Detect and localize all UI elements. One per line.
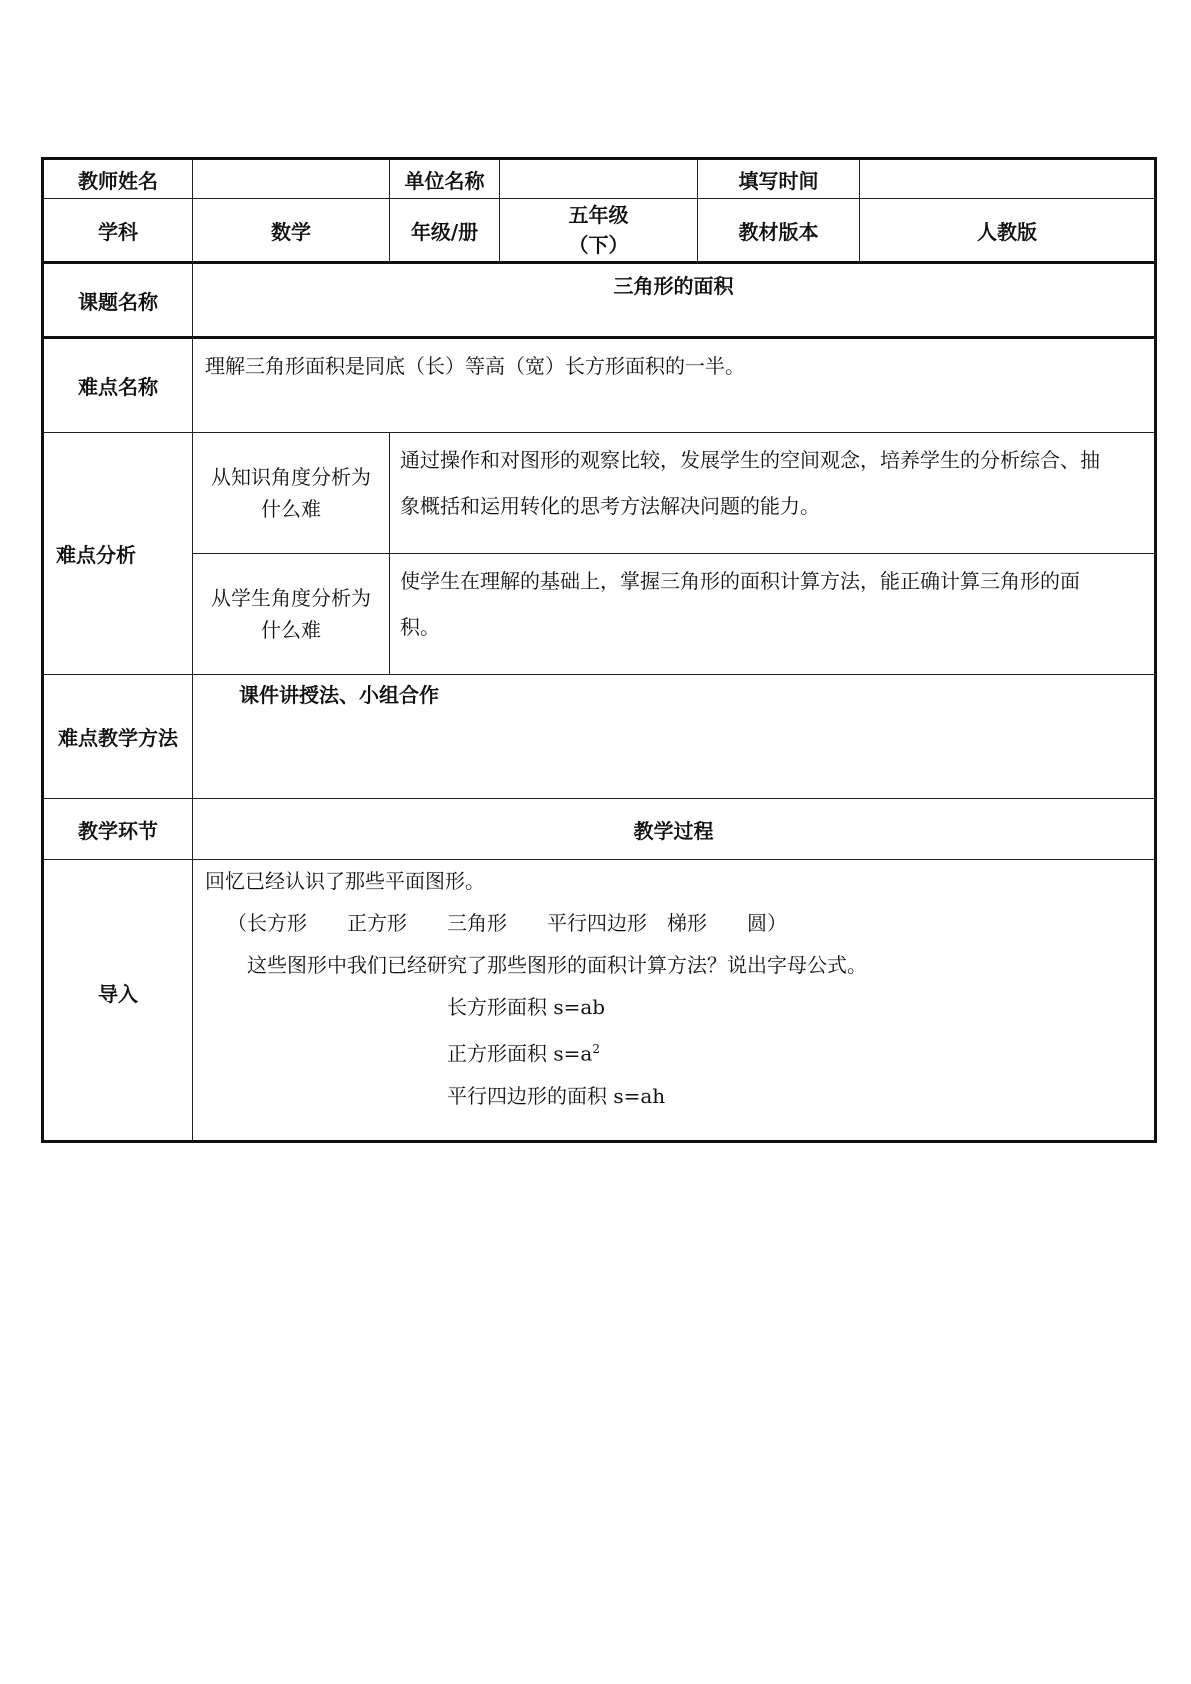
knowledge-angle-text-line2: 象概括和运用转化的思考方法解决问题的能力。 [400, 494, 820, 518]
row-subject-info [43, 199, 1156, 263]
difficulty-value: 理解三角形面积是同底（长）等高（宽）长方形面积的一半。 [193, 338, 1156, 433]
row-method [43, 675, 1156, 799]
formula-square [205, 1028, 1154, 1075]
unit-name-label: 单位名称 [390, 159, 500, 199]
intro-line3: 这些图形中我们已经研究了那些图形的面积计算方法？说出字母公式。 [247, 953, 867, 977]
difficulty-label: 难点名称 [43, 338, 193, 433]
student-angle-label-line2: 什么难 [261, 618, 321, 642]
stage-label: 教学环节 [43, 799, 193, 860]
teacher-name-value[interactable] [193, 159, 390, 199]
teacher-name-label: 教师姓名 [43, 159, 193, 199]
knowledge-angle-label-line2: 什么难 [261, 497, 321, 521]
row-teacher-info [43, 159, 1156, 199]
student-angle-label-line1: 从学生角度分析为 [211, 586, 371, 610]
fill-time-value[interactable] [860, 159, 1156, 199]
lesson-plan-sheet [41, 157, 1154, 1143]
row-topic [43, 263, 1156, 338]
formula-square-exponent: 2 [592, 1042, 600, 1056]
grade-value-line2: （下） [568, 233, 629, 257]
method-label: 难点教学方法 [43, 675, 193, 799]
row-process-header [43, 799, 1156, 860]
grade-value [500, 199, 698, 263]
topic-label: 课题名称 [43, 263, 193, 338]
student-angle-text [390, 554, 1156, 675]
method-value: 课件讲授法、小组合作 [193, 675, 1156, 799]
row-analysis-student [43, 554, 1156, 675]
row-intro [43, 860, 1156, 1142]
student-angle-label [193, 554, 390, 675]
knowledge-angle-text-line1: 通过操作和对图形的观察比较，发展学生的空间观念，培养学生的分析综合、抽 [400, 448, 1100, 472]
student-angle-text-line1: 使学生在理解的基础上，掌握三角形的面积计算方法，能正确计算三角形的面 [400, 569, 1080, 593]
textbook-label: 教材版本 [698, 199, 860, 263]
analysis-label: 难点分析 [43, 433, 193, 675]
intro-label: 导入 [43, 860, 193, 1142]
student-angle-text-line2: 积。 [400, 615, 440, 639]
intro-line1: 回忆已经认识了那些平面图形。 [205, 869, 485, 893]
fill-time-label: 填写时间 [698, 159, 860, 199]
knowledge-angle-text [390, 433, 1156, 554]
grade-label: 年级/册 [390, 199, 500, 263]
topic-value: 三角形的面积 [193, 263, 1156, 338]
formula-square-base: 正方形面积 s=a [447, 1041, 593, 1066]
knowledge-angle-label-line1: 从知识角度分析为 [211, 465, 371, 489]
intro-line2: （长方形 正方形 三角形 平行四边形 梯形 圆） [227, 911, 787, 935]
textbook-value: 人教版 [860, 199, 1156, 263]
unit-name-value[interactable] [500, 159, 698, 199]
knowledge-angle-label [193, 433, 390, 554]
row-analysis-knowledge [43, 433, 1156, 554]
subject-value: 数学 [193, 199, 390, 263]
grade-value-line1: 五年级 [568, 203, 629, 227]
formula-parallelogram: 平行四边形的面积 s=ah [447, 1083, 666, 1108]
process-label: 教学过程 [193, 799, 1156, 860]
subject-label: 学科 [43, 199, 193, 263]
intro-content [193, 860, 1156, 1142]
row-difficulty [43, 338, 1156, 433]
lesson-plan-table [41, 157, 1157, 1143]
formula-rectangle: 长方形面积 s=ab [447, 995, 606, 1019]
